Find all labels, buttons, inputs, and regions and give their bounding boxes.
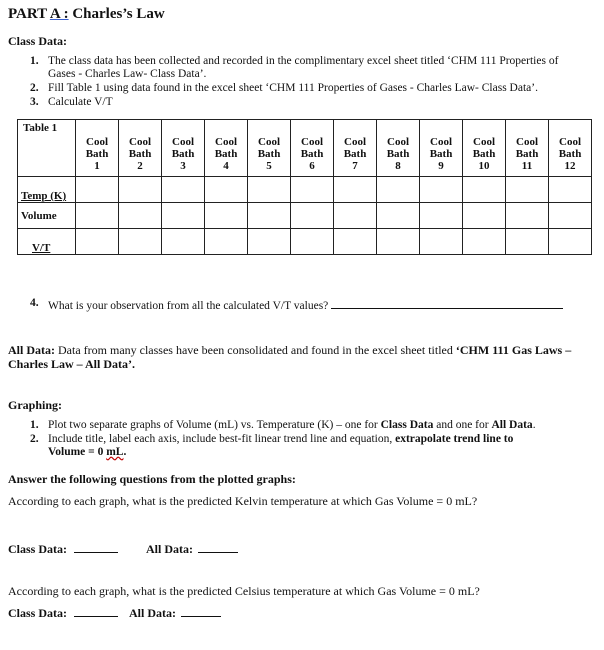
header-line: Cool [258,136,280,148]
column-header [248,120,291,177]
kelvin-all-answer-row [146,541,238,557]
header-line: Cool [559,136,581,148]
table-row [18,177,592,203]
question-kelvin: According to each graph, what is the predicted Kelvin temperature at which Gas Volume = 0 mL? [8,494,478,508]
all-data-label: All Data: [8,343,55,357]
list-text-line2: Gases - Charles Law- Class Data’. [48,68,207,80]
class-data-answer-label: Class Data: [8,606,67,620]
text-part: Plot two separate graphs of Volume (mL) vs. Temperature (K) – one for [48,419,381,431]
header-line: 8 [395,160,401,172]
table-cell [463,203,506,229]
list-number: 4. [30,297,39,309]
table-cell [119,229,162,255]
table-cell [549,229,592,255]
header-line: Bath [386,148,410,160]
all-data-sheet-title: ‘CHM 111 Gas Laws – [455,343,572,357]
question-4 [30,297,590,311]
table-cell [377,203,420,229]
question-4-text [48,297,563,313]
header-line: 2 [137,160,143,172]
all-data-celsius-blank[interactable] [181,605,221,617]
all-data-answer-label: All Data: [146,542,193,556]
table-cell [248,229,291,255]
header-line: 3 [180,160,186,172]
title-part-label: A : [49,6,69,22]
list-text-line1: The class data has been collected and recorded in the complimentary excel sheet titled ‘CHM 111 Properties of [48,55,559,67]
header-line: Cool [387,136,409,148]
column-header [205,120,248,177]
header-line: Cool [516,136,538,148]
page-title [8,6,165,23]
all-data-answer-label: All Data: [129,606,176,620]
table-cell [506,177,549,203]
table-cell [119,203,162,229]
table-cell [291,229,334,255]
table-caption-cell [18,120,76,177]
header-line: Cool [172,136,194,148]
table-cell [248,203,291,229]
table-cell [76,229,119,255]
table-cell [549,203,592,229]
text-part: . [532,419,536,431]
table-cell [162,229,205,255]
class-data-answer-label: Class Data: [8,542,67,556]
table-cell [334,177,377,203]
table-cell [463,229,506,255]
header-line: Bath [85,148,109,160]
question-text: What is your observation from all the calculated V/T values? [48,300,329,312]
header-line: 4 [223,160,229,172]
all-data-paragraph-line1 [8,343,571,358]
table-row [18,203,592,229]
column-header [463,120,506,177]
header-line: Bath [472,148,496,160]
header-line: 5 [266,160,272,172]
header-line: Cool [129,136,151,148]
celsius-answer-row [8,605,118,621]
list-text: Calculate V/T [48,96,113,108]
table-cell [463,177,506,203]
table-row [18,229,592,255]
class-data-item-3 [30,96,590,109]
text-part: Include title, label each axis, include best-fit linear trend line and equation, [48,433,396,445]
header-line: Cool [473,136,495,148]
table-cell [205,177,248,203]
text-bold: All Data [491,419,533,431]
table-cell [162,203,205,229]
header-line: Bath [171,148,195,160]
header-line: Bath [128,148,152,160]
column-header [420,120,463,177]
table-cell [162,177,205,203]
column-header [377,120,420,177]
text-bold: extrapolate trend line to [395,433,514,445]
table-cell [119,177,162,203]
list-number: 1. [30,55,39,67]
celsius-all-answer-row [129,605,221,621]
header-line: Cool [430,136,452,148]
header-line: Bath [343,148,367,160]
table-cell [76,203,119,229]
title-rest: Charles’s Law [68,6,165,22]
header-line: Bath [558,148,582,160]
row-label-temp [18,177,76,203]
header-line: Bath [300,148,324,160]
header-line: 6 [309,160,315,172]
list-number: 3. [30,96,39,108]
column-header [162,120,205,177]
table-cell [291,203,334,229]
table-cell [377,177,420,203]
class-data-celsius-blank[interactable] [74,605,118,617]
answer-heading: Answer the following questions from the plotted graphs: [8,472,296,486]
class-data-heading: Class Data: [8,34,67,48]
header-line: Bath [257,148,281,160]
header-line: Cool [215,136,237,148]
class-data-item-1 [30,55,590,81]
text-spellcheck: mL [106,446,124,458]
text-bold: Class Data [380,419,434,431]
column-header [119,120,162,177]
title-prefix: PART [8,6,50,22]
class-data-kelvin-blank[interactable] [74,541,118,553]
header-line: 12 [564,160,576,172]
row-label-volume [18,203,76,229]
kelvin-answer-row [8,541,118,557]
table-cell [334,203,377,229]
table-cell [549,177,592,203]
list-number: 2. [30,433,39,445]
list-number: 2. [30,82,39,94]
all-data-kelvin-blank[interactable] [198,541,238,553]
header-line: Bath [515,148,539,160]
header-line: 10 [478,160,490,172]
question-celsius: According to each graph, what is the predicted Celsius temperature at which Gas Volume = 0 mL? [8,584,480,598]
answer-blank[interactable] [331,297,563,309]
table-cell [248,177,291,203]
row-label-text: Volume [21,209,57,222]
table-header-row [18,120,592,177]
column-header [549,120,592,177]
table-cell [420,203,463,229]
column-header [291,120,334,177]
all-data-paragraph-line2: Charles Law – All Data’. [8,357,135,371]
column-header [334,120,377,177]
table-cell [291,177,334,203]
table-cell [205,229,248,255]
graphing-item-2-line2 [48,446,126,459]
graphing-item-1 [30,419,590,432]
table-cell [76,177,119,203]
graphing-item-2 [30,433,590,459]
table-cell [205,203,248,229]
header-line: Bath [429,148,453,160]
table-cell [334,229,377,255]
column-header [76,120,119,177]
header-line: 11 [521,160,533,172]
list-number: 1. [30,419,39,431]
row-label-text: Temp (K) [21,190,67,202]
table-1 [17,119,592,255]
table-cell [506,229,549,255]
table-cell [506,203,549,229]
row-label-vt [18,229,76,255]
header-line: Cool [301,136,323,148]
column-header [506,120,549,177]
list-text: Fill Table 1 using data found in the excel sheet ‘CHM 111 Properties of Gases - Charles Law- Class Data’. [48,82,538,94]
graphing-item-2-line1 [48,433,513,446]
text-part: and one for [433,419,492,431]
header-line: 1 [94,160,100,172]
header-line: 9 [438,160,444,172]
text-part: . [123,446,127,458]
header-line: Cool [344,136,366,148]
graphing-heading: Graphing: [8,398,63,412]
text-part: Volume = 0 [48,446,107,458]
row-label-text: V/T [32,242,51,254]
header-line: Bath [214,148,238,160]
header-line: Cool [86,136,108,148]
all-data-text: Data from many classes have been consolidated and found in the excel sheet titled [55,343,456,357]
header-line: 7 [352,160,358,172]
table-cell [420,177,463,203]
table-caption: Table 1 [23,122,58,134]
class-data-item-2 [30,82,590,95]
table-cell [377,229,420,255]
table-cell [420,229,463,255]
graphing-item-1-text [48,419,536,432]
